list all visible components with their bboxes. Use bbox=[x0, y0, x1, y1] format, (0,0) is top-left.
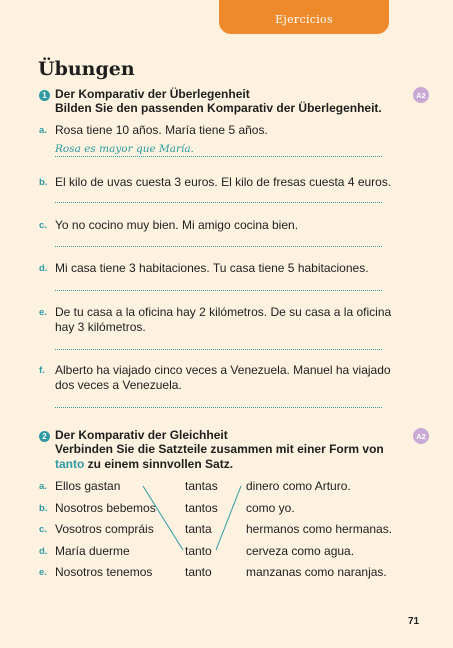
page-title: Übungen bbox=[38, 58, 135, 80]
exercise-2-number-badge: 2 bbox=[39, 431, 50, 442]
exercise-1-level-badge: A2 bbox=[413, 87, 429, 103]
exercise-1-instruction: Bilden Sie den passenden Komparativ der Überlegenheit. bbox=[55, 101, 382, 115]
exercise-2-level-badge: A2 bbox=[413, 428, 429, 444]
item-f-sentence: Alberto ha viajado cinco veces a Venezuela. Manuel ha viajado dos veces a Venezuela. bbox=[55, 363, 391, 392]
item-letter: e. bbox=[39, 307, 47, 318]
match-subject[interactable]: Nosotros bebemos bbox=[55, 501, 156, 515]
item-letter: c. bbox=[39, 220, 47, 231]
match-letter: d. bbox=[39, 546, 48, 557]
item-letter: d. bbox=[39, 263, 48, 274]
match-letter: c. bbox=[39, 524, 47, 535]
instruction-text-post: zu einem sinnvollen Satz. bbox=[84, 457, 234, 471]
item-a-sentence: Rosa tiene 10 años. María tiene 5 años. bbox=[55, 123, 268, 137]
match-tanto-form[interactable]: tantas bbox=[185, 479, 218, 493]
connector-line-right bbox=[216, 486, 241, 550]
connector-line-left bbox=[143, 486, 183, 550]
item-b-sentence: El kilo de uvas cuesta 3 euros. El kilo de fresas cuesta 4 euros. bbox=[55, 175, 392, 189]
exercise-1-title: Der Komparativ der Überlegenheit bbox=[55, 87, 250, 101]
item-c-sentence: Yo no cocino muy bien. Mi amigo cocina bien. bbox=[55, 218, 299, 232]
item-letter: f. bbox=[39, 365, 45, 376]
match-subject[interactable]: Ellos gastan bbox=[55, 479, 121, 493]
match-tanto-form[interactable]: tanto bbox=[185, 565, 212, 579]
match-letter: e. bbox=[39, 567, 47, 578]
section-tab: Ejercicios bbox=[219, 0, 389, 34]
match-tanto-form[interactable]: tantos bbox=[185, 501, 218, 515]
item-e-sentence: De tu casa a la oficina hay 2 kilómetros. De su casa a la oficina hay 3 kilómetros. bbox=[55, 305, 392, 334]
match-subject[interactable]: Nosotros tenemos bbox=[55, 565, 153, 579]
match-letter: a. bbox=[39, 481, 47, 492]
item-letter: a. bbox=[39, 125, 47, 136]
exercise-1-number-badge: 1 bbox=[39, 90, 50, 101]
exercise-2-title: Der Komparativ der Gleichheit bbox=[55, 428, 228, 442]
match-ending[interactable]: dinero como Arturo. bbox=[246, 479, 351, 493]
match-tanto-form[interactable]: tanta bbox=[185, 522, 212, 536]
match-ending[interactable]: cerveza como agua. bbox=[246, 544, 355, 558]
match-subject[interactable]: Vosotros compráis bbox=[55, 522, 154, 536]
page-number: 71 bbox=[408, 616, 420, 627]
item-a-sample-answer: Rosa es mayor que María. bbox=[55, 143, 195, 155]
match-letter: b. bbox=[39, 503, 48, 514]
item-letter: b. bbox=[39, 177, 48, 188]
instruction-keyword: tanto bbox=[55, 457, 85, 471]
instruction-text-pre: Verbinden Sie die Satzteile zusammen mit einer Form von bbox=[55, 442, 384, 456]
match-tanto-form[interactable]: tanto bbox=[185, 544, 212, 558]
match-subject[interactable]: María duerme bbox=[55, 544, 130, 558]
match-ending[interactable]: como yo. bbox=[246, 501, 295, 515]
match-ending[interactable]: manzanas como naranjas. bbox=[246, 565, 387, 579]
item-d-sentence: Mi casa tiene 3 habitaciones. Tu casa tiene 5 habitaciones. bbox=[55, 261, 369, 275]
match-ending[interactable]: hermanos como hermanas. bbox=[246, 522, 393, 536]
